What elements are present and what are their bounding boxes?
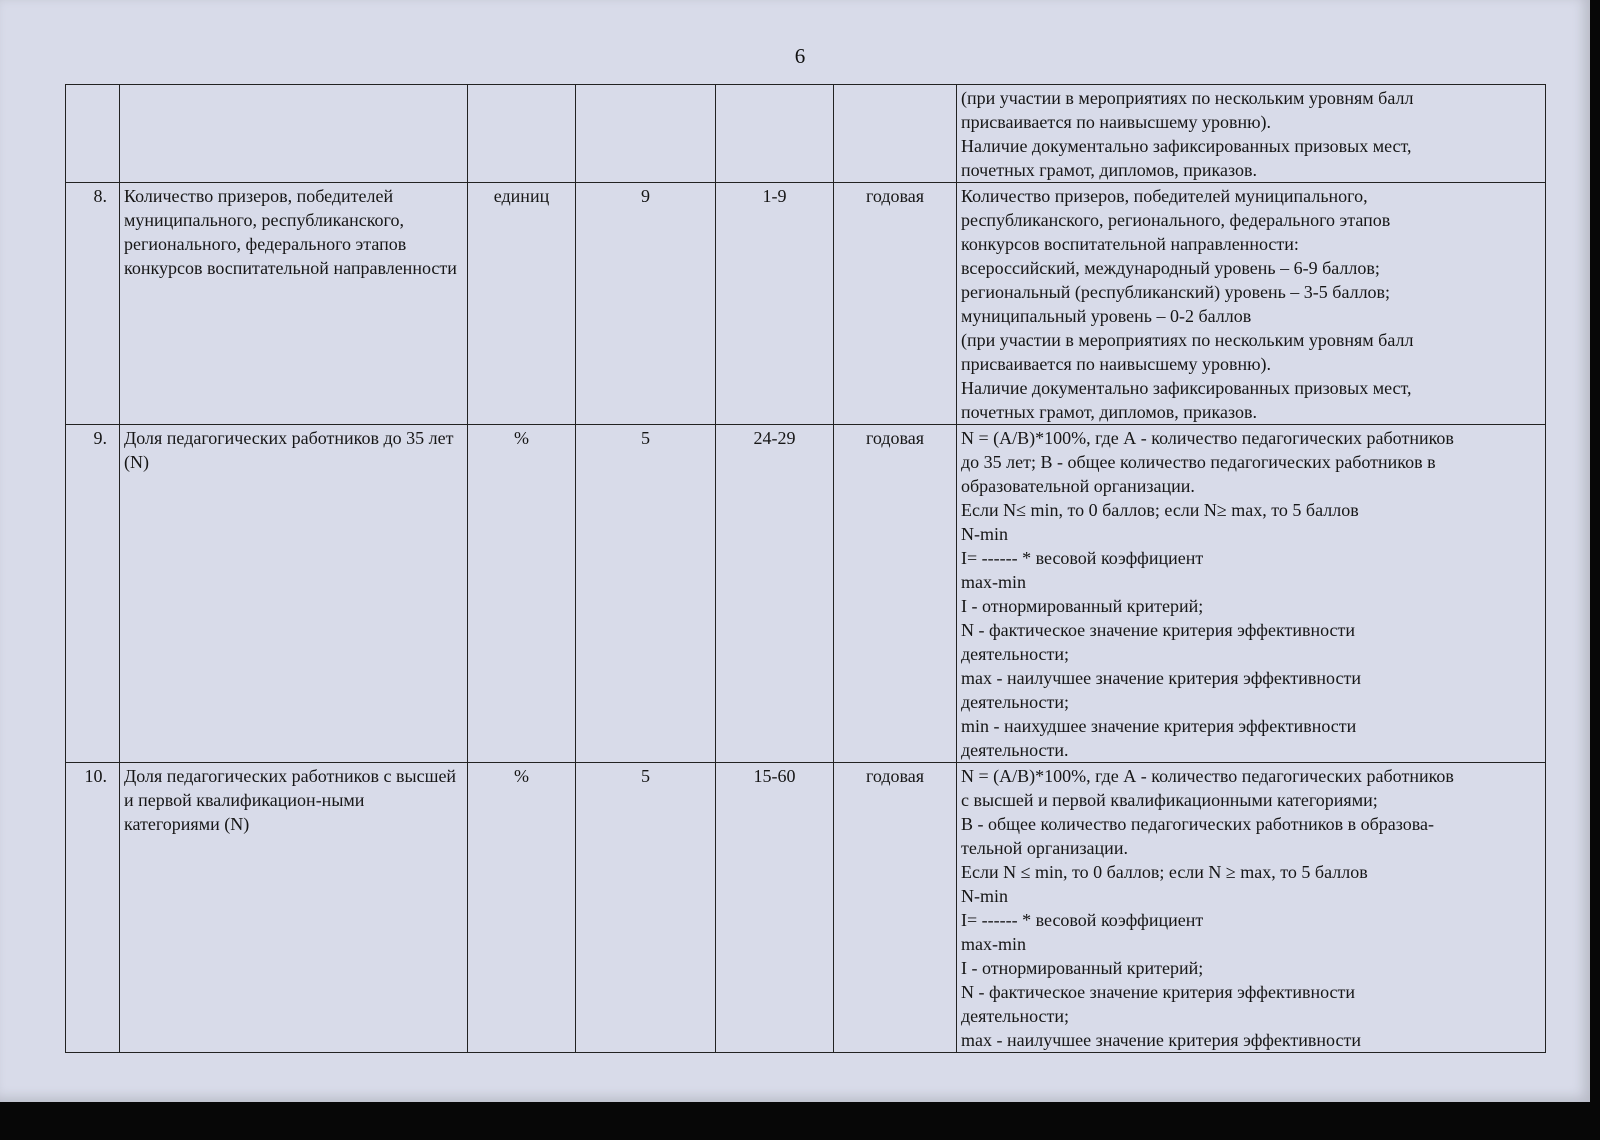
weight-cell: 5 bbox=[576, 763, 716, 1053]
range-cell: 1-9 bbox=[716, 183, 834, 425]
description-line: Если N≤ min, то 0 баллов; если N≥ max, то 5 баллов bbox=[961, 500, 1359, 520]
table-row bbox=[66, 763, 1546, 1053]
description-line: муниципальный уровень – 0-2 баллов bbox=[961, 306, 1252, 326]
table-row bbox=[66, 183, 1546, 425]
description-line: N - фактическое значение критерия эффективности bbox=[961, 620, 1356, 640]
period-cell: годовая bbox=[834, 763, 957, 1053]
unit-cell: % bbox=[468, 425, 576, 763]
description-line: max-min bbox=[961, 572, 1026, 592]
unit-cell bbox=[468, 85, 576, 183]
description-line: Если N ≤ min, то 0 баллов; если N ≥ max, то 5 баллов bbox=[961, 862, 1368, 882]
criterion-name-cell: Доля педагогических работников с высшей и первой квалификацион-ными категориями (N) bbox=[120, 763, 468, 1053]
description-line: присваивается по наивысшему уровню). bbox=[961, 354, 1272, 374]
description-line: деятельности; bbox=[961, 1006, 1070, 1026]
description-line: республиканского, регионального, федерального этапов bbox=[961, 210, 1391, 230]
description-line: min - наихудшее значение критерия эффективности bbox=[961, 716, 1357, 736]
description-line: max - наилучшее значение критерия эффективности bbox=[961, 668, 1361, 688]
range-cell bbox=[716, 85, 834, 183]
description-line: региональный (республиканский) уровень – 3-5 баллов; bbox=[961, 282, 1391, 302]
criteria-table bbox=[65, 84, 1546, 1053]
unit-cell: единиц bbox=[468, 183, 576, 425]
description-line: деятельности. bbox=[961, 740, 1069, 760]
unit-cell: % bbox=[468, 763, 576, 1053]
description-line: N-min bbox=[961, 524, 1008, 544]
description-line: N-min bbox=[961, 886, 1008, 906]
description-line: I - отнормированный критерий; bbox=[961, 596, 1204, 616]
description-cell bbox=[957, 425, 1546, 763]
description-line: всероссийский, международный уровень – 6-9 баллов; bbox=[961, 258, 1380, 278]
description-line: I - отнормированный критерий; bbox=[961, 958, 1204, 978]
description-line: тельной организации. bbox=[961, 838, 1128, 858]
period-cell: годовая bbox=[834, 183, 957, 425]
description-line: деятельности; bbox=[961, 644, 1070, 664]
description-line: почетных грамот, дипломов, приказов. bbox=[961, 160, 1258, 180]
period-cell bbox=[834, 85, 957, 183]
row-number-cell bbox=[66, 85, 120, 183]
table-row bbox=[66, 85, 1546, 183]
description-line: с высшей и первой квалификационными категориями; bbox=[961, 790, 1378, 810]
description-line: до 35 лет; В - общее количество педагогических работников в bbox=[961, 452, 1436, 472]
description-line: (при участии в мероприятиях по нескольким уровням балл bbox=[961, 330, 1414, 350]
description-line: Количество призеров, победителей муниципального, bbox=[961, 186, 1368, 206]
description-line: N = (A/B)*100%, где А - количество педагогических работников bbox=[961, 428, 1454, 448]
description-line: I= ------ * весовой коэффициент bbox=[961, 548, 1204, 568]
description-line: (при участии в мероприятиях по нескольким уровням балл bbox=[961, 88, 1414, 108]
description-line: I= ------ * весовой коэффициент bbox=[961, 910, 1204, 930]
weight-cell: 9 bbox=[576, 183, 716, 425]
row-number-cell: 9. bbox=[66, 425, 120, 763]
description-line: max - наилучшее значение критерия эффективности bbox=[961, 1030, 1361, 1050]
description-line: N = (A/B)*100%, где А - количество педагогических работников bbox=[961, 766, 1454, 786]
description-line: max-min bbox=[961, 934, 1026, 954]
description-line: образовательной организации. bbox=[961, 476, 1195, 496]
criterion-name-cell: Доля педагогических работников до 35 лет (N) bbox=[120, 425, 468, 763]
criterion-name-cell bbox=[120, 85, 468, 183]
page-number: 6 bbox=[794, 44, 806, 68]
period-cell: годовая bbox=[834, 425, 957, 763]
row-number-cell: 8. bbox=[66, 183, 120, 425]
weight-cell bbox=[576, 85, 716, 183]
description-line: конкурсов воспитательной направленности: bbox=[961, 234, 1299, 254]
description-line: N - фактическое значение критерия эффективности bbox=[961, 982, 1356, 1002]
range-cell: 15-60 bbox=[716, 763, 834, 1053]
description-line: почетных грамот, дипломов, приказов. bbox=[961, 402, 1258, 422]
row-number-cell: 10. bbox=[66, 763, 120, 1053]
description-cell bbox=[957, 183, 1546, 425]
range-cell: 24-29 bbox=[716, 425, 834, 763]
description-line: присваивается по наивысшему уровню). bbox=[961, 112, 1272, 132]
description-line: деятельности; bbox=[961, 692, 1070, 712]
table-row bbox=[66, 425, 1546, 763]
weight-cell: 5 bbox=[576, 425, 716, 763]
description-cell bbox=[957, 763, 1546, 1053]
description-line: Наличие документально зафиксированных призовых мест, bbox=[961, 378, 1412, 398]
description-cell bbox=[957, 85, 1546, 183]
description-line: Наличие документально зафиксированных призовых мест, bbox=[961, 136, 1412, 156]
criterion-name-cell: Количество призеров, победителей муниципального, республиканского, регионального, федерального этапов конкурсов воспитательной направленности bbox=[120, 183, 468, 425]
description-line: В - общее количество педагогических работников в образова- bbox=[961, 814, 1435, 834]
